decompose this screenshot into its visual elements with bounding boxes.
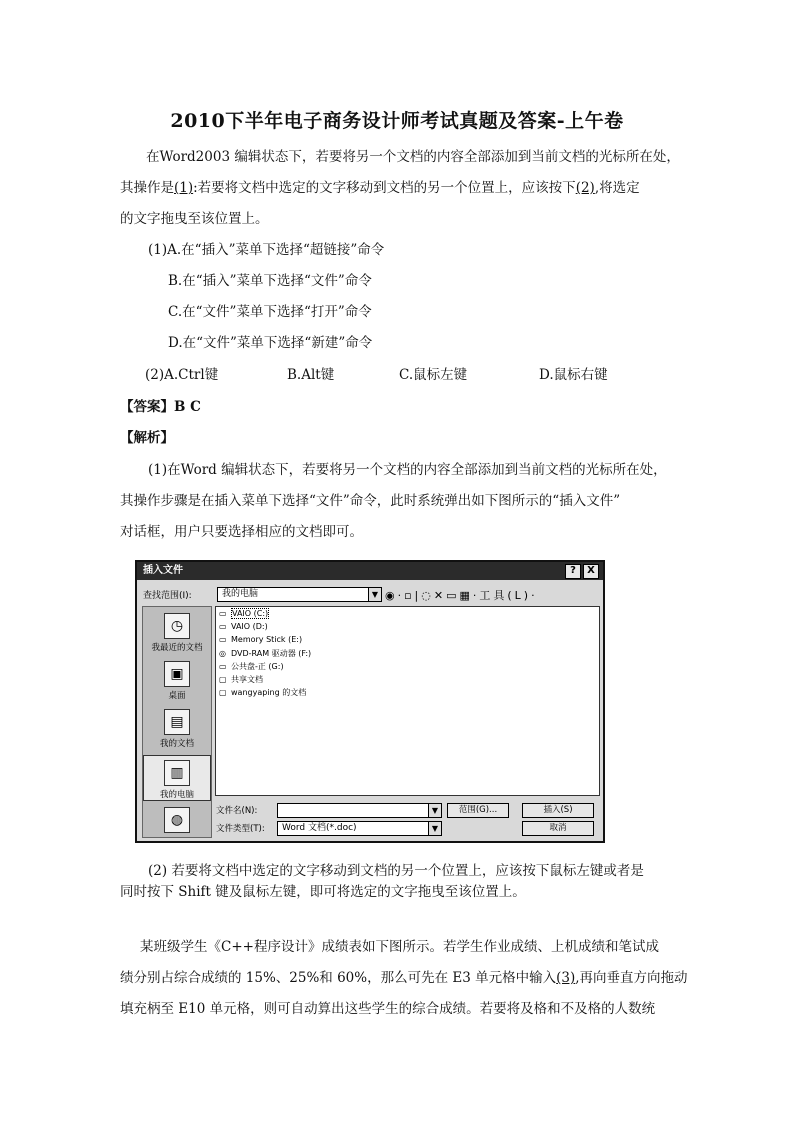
file-name: 公共盘-正 (G:) — [231, 662, 284, 671]
q1-line2-b: :若要将文档中选定的文字移动到文档的另一个位置上，应该按下 — [193, 180, 576, 196]
range-button[interactable]: 范围(G)... — [447, 803, 509, 818]
list-item[interactable] — [219, 635, 302, 644]
file-name: wangyaping 的文档 — [231, 688, 307, 697]
q2-line2-b: ,再向垂直方向拖动 — [575, 970, 688, 986]
place-label: 桌面 — [168, 691, 186, 701]
network-drive-icon: ▭ — [219, 662, 227, 671]
analysis-label: 【解析】 — [120, 430, 174, 446]
place-desktop[interactable] — [143, 661, 211, 701]
list-item[interactable] — [219, 661, 284, 672]
place-label: 我的电脑 — [159, 790, 194, 800]
file-name: DVD-RAM 驱动器 (F:) — [231, 649, 312, 658]
filetype-value: Word 文档(*.doc) — [282, 823, 357, 833]
desktop-icon: ▣ — [164, 661, 190, 687]
close-button[interactable]: X — [583, 564, 599, 579]
q1-line2 — [120, 176, 640, 196]
q2-line3: 填充柄至 E10 单元格，则可自动算出这些学生的综合成绩。若要将及格和不及格的人数统 — [120, 1001, 656, 1017]
look-in-label: 查找范围(I): — [143, 591, 192, 601]
list-item[interactable] — [219, 622, 268, 631]
filename-input[interactable] — [277, 803, 442, 818]
q1-line3: 的文字拖曳至该位置上。 — [120, 211, 269, 227]
analysis-line5: 同时按下 Shift 键及鼠标左键，即可将选定的文字拖曳至该位置上。 — [120, 884, 526, 900]
filename-label: 文件名(N): — [216, 806, 258, 816]
list-item[interactable] — [219, 609, 269, 618]
list-item[interactable] — [219, 674, 263, 685]
file-name: VAIO (C:) — [232, 609, 269, 618]
file-name: VAIO (D:) — [231, 622, 268, 631]
recent-documents-icon: ◷ — [164, 613, 190, 639]
my-documents-icon: ▤ — [164, 709, 190, 735]
option-1d: D.在“文件”菜单下选择“新建”命令 — [168, 335, 373, 351]
look-in-value: 我的电脑 — [222, 589, 259, 599]
page-title: 2010下半年电子商务设计师考试真题及答案-上午卷 — [170, 110, 624, 132]
analysis-line1: (1)在Word 编辑状态下，若要将另一个文档的内容全部添加到当前文档的光标所在处， — [148, 462, 667, 478]
cancel-button[interactable]: 取消 — [522, 821, 594, 836]
chevron-down-icon: ▼ — [368, 588, 381, 601]
place-my-computer[interactable] — [143, 755, 211, 801]
drive-icon: ▭ — [219, 635, 227, 644]
list-item[interactable] — [219, 687, 306, 698]
dialog-titlebar — [137, 562, 603, 580]
help-button[interactable]: ? — [565, 564, 581, 579]
network-places-icon: ◍ — [164, 807, 190, 833]
folder-icon: ▢ — [219, 675, 227, 684]
option-1a: (1)A.在“插入”菜单下选择“超链接”命令 — [148, 242, 385, 258]
option-1b: B.在“插入”菜单下选择“文件”命令 — [168, 273, 372, 289]
dialog-toolbar[interactable]: ◉·▫|◌✕▭▦·工具(L)· — [385, 589, 538, 602]
analysis-line2: 其操作步骤是在插入菜单下选择“文件”命令，此时系统弹出如下图所示的“插入文件” — [120, 493, 621, 509]
my-computer-icon: ▥ — [164, 760, 190, 786]
dialog-title: 插入文件 — [143, 565, 183, 576]
analysis-line3: 对话框，用户只要选择相应的文档即可。 — [120, 524, 363, 540]
analysis-line4: (2) 若要将文档中选定的文字移动到文档的另一个位置上，应该按下鼠标左键或者是 — [148, 863, 644, 879]
list-item[interactable] — [219, 648, 311, 659]
place-my-documents[interactable] — [143, 709, 211, 749]
blank-2: (2) — [575, 180, 595, 196]
blank-1: (1) — [174, 180, 194, 196]
file-name: Memory Stick (E:) — [231, 635, 303, 644]
place-network[interactable] — [143, 807, 211, 835]
filetype-select[interactable] — [277, 821, 442, 836]
folder-icon: ▢ — [219, 688, 227, 697]
look-in-select[interactable] — [217, 587, 382, 602]
option-2b: B.Alt键 — [287, 367, 335, 383]
option-2a: (2)A.Ctrl键 — [145, 367, 219, 383]
q2-line1: 某班级学生《C++程序设计》成绩表如下图所示。若学生作业成绩、上机成绩和笔试成 — [140, 939, 659, 955]
option-2d: D.鼠标右键 — [539, 367, 608, 383]
place-recent[interactable] — [143, 613, 211, 653]
places-bar — [142, 606, 212, 838]
option-2c: C.鼠标左键 — [399, 367, 468, 383]
blank-3: (3) — [556, 970, 576, 986]
place-label: 我最近的文档 — [151, 643, 203, 653]
chevron-down-icon: ▼ — [428, 804, 441, 817]
place-label: 我的文档 — [159, 739, 194, 749]
option-1c: C.在“文件”菜单下选择“打开”命令 — [168, 304, 372, 320]
file-name: 共享文档 — [231, 675, 263, 684]
file-list[interactable] — [215, 606, 600, 796]
insert-file-dialog — [135, 560, 605, 843]
drive-icon: ▭ — [219, 609, 227, 618]
answer: 【答案】B C — [120, 399, 201, 415]
q1-line2-a: 其操作是 — [120, 180, 174, 196]
q2-line2-a: 绩分别占综合成绩的 15%、25%和 60%，那么可先在 E3 单元格中输入 — [120, 970, 557, 986]
chevron-down-icon: ▼ — [428, 822, 441, 835]
dvd-drive-icon: ◎ — [219, 649, 226, 658]
q2-line2 — [120, 966, 688, 986]
q1-line2-c: ,将选定 — [594, 180, 640, 196]
drive-icon: ▭ — [219, 622, 227, 631]
insert-button[interactable]: 插入(S) — [522, 803, 594, 818]
filetype-label: 文件类型(T): — [216, 824, 265, 834]
q1-line1: 在Word2003 编辑状态下，若要将另一个文档的内容全部添加到当前文档的光标所在处， — [146, 149, 680, 165]
